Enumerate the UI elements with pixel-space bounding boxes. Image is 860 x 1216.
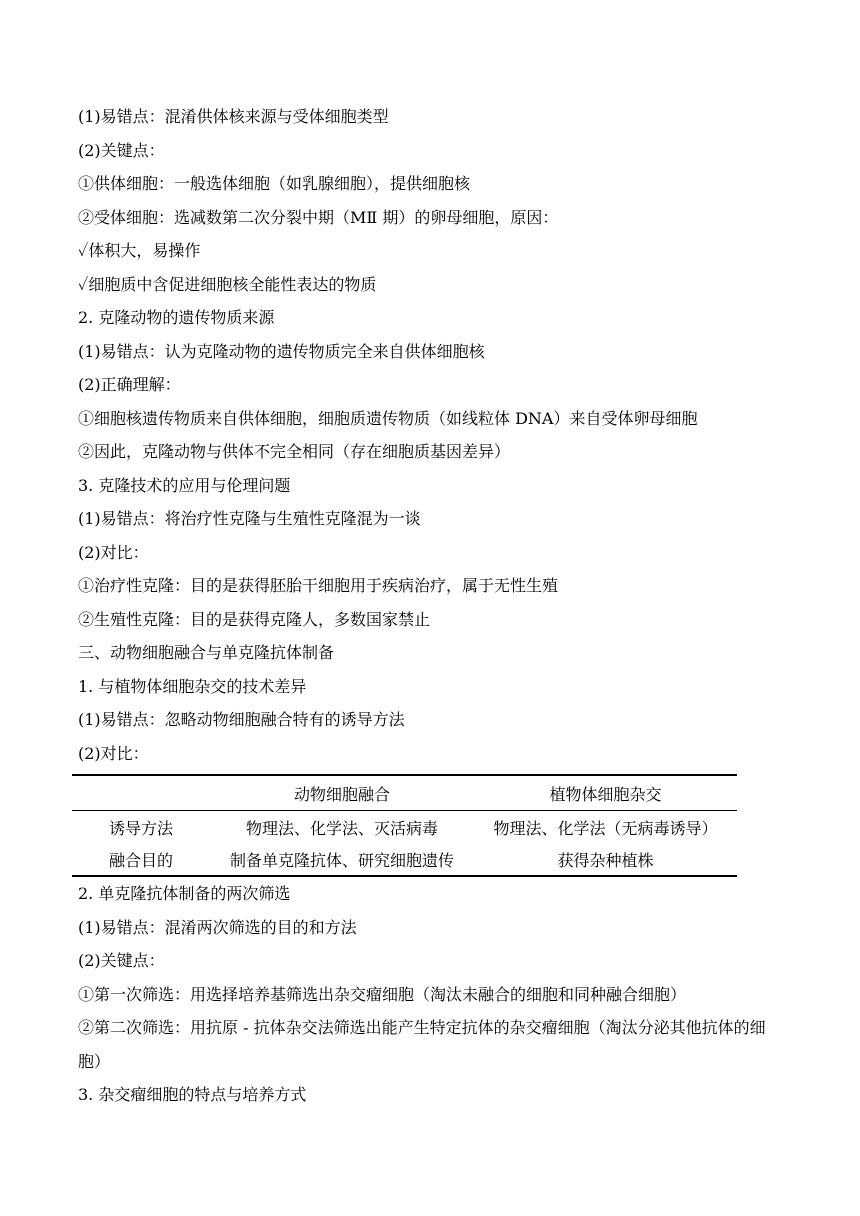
- text-line: (2)对比：: [78, 542, 149, 562]
- section-heading: 2. 单克隆抗体制备的两次筛选: [78, 884, 291, 903]
- table-header-cell: 植物体细胞杂交: [549, 784, 662, 804]
- text-line: (2)关键点：: [78, 140, 165, 160]
- checkmark-line: ✓细胞质中含促进细胞核全能性表达的物质: [78, 274, 377, 294]
- table-header-cell: 动物细胞融合: [293, 784, 390, 804]
- text-line: (1)易错点：混淆两次筛选的目的和方法: [78, 917, 357, 937]
- text-line: (2)关键点：: [78, 951, 165, 970]
- text-line: (1)易错点：认为克隆动物的遗传物质完全来自供体细胞核: [78, 341, 485, 361]
- checkmark-line: ✓体积大，易操作: [78, 241, 201, 260]
- table-cell: 制备单克隆抗体、研究细胞遗传: [229, 850, 454, 870]
- text-paragraph: ②第二次筛选：用抗原 - 抗体杂交法筛选出能产生特定抗体的杂交瘤细胞（淘汰分泌其他抗体的细胞）: [78, 1018, 766, 1071]
- text-line: (2)正确理解：: [78, 375, 181, 394]
- text-line: ①第一次筛选：用选择培养基筛选出杂交瘤细胞（淘汰未融合的细胞和同种融合细胞）: [78, 984, 687, 1004]
- table-cell: 获得杂种植株: [557, 850, 654, 870]
- section-heading: 3. 克隆技术的应用与伦理问题: [78, 475, 291, 495]
- table-header-cell: [72, 775, 210, 811]
- table-header-row: [72, 775, 737, 811]
- table-cell: 物理法、化学法、灭活病毒: [245, 818, 438, 838]
- text-line: ②因此，克隆动物与供体不完全相同（存在细胞质基因差异）: [78, 442, 511, 461]
- table-cell: 融合目的: [108, 850, 173, 870]
- text-line: ②受体细胞：选减数第二次分裂中期（MⅡ 期）的卵母细胞，原因：: [78, 207, 559, 227]
- text-line: ①治疗性克隆：目的是获得胚胎干细胞用于疾病治疗，属于无性生殖: [78, 576, 559, 595]
- document-page: [78, 100, 778, 1112]
- chapter-heading: 三、动物细胞融合与单克隆抗体制备: [78, 643, 335, 662]
- text-line: ①细胞核遗传物质来自供体细胞，细胞质遗传物质（如线粒体 DNA）来自受体卵母细胞: [78, 408, 698, 428]
- comparison-table: [72, 774, 737, 877]
- section-heading: 3. 杂交瘤细胞的特点与培养方式: [78, 1085, 307, 1104]
- text-line: ②生殖性克隆：目的是获得克隆人，多数国家禁止: [78, 609, 431, 629]
- text-line: (1)易错点：忽略动物细胞融合特有的诱导方法: [78, 710, 405, 729]
- section-heading: 1. 与植物体细胞杂交的技术差异: [78, 676, 307, 696]
- text-line: (2)对比：: [78, 743, 149, 763]
- text-line: ①供体细胞：一般选体细胞（如乳腺细胞），提供细胞核: [78, 174, 471, 193]
- table-row: [72, 811, 737, 844]
- text-line: (1)易错点：将治疗性克隆与生殖性克隆混为一谈: [78, 509, 421, 528]
- text-line: (1)易错点：混淆供体核来源与受体细胞类型: [78, 107, 389, 126]
- table-cell: 诱导方法: [108, 818, 173, 838]
- table-row: [72, 843, 737, 876]
- table-cell: 物理法、化学法（无病毒诱导）: [493, 818, 718, 838]
- section-heading: 2. 克隆动物的遗传物质来源: [78, 308, 275, 327]
